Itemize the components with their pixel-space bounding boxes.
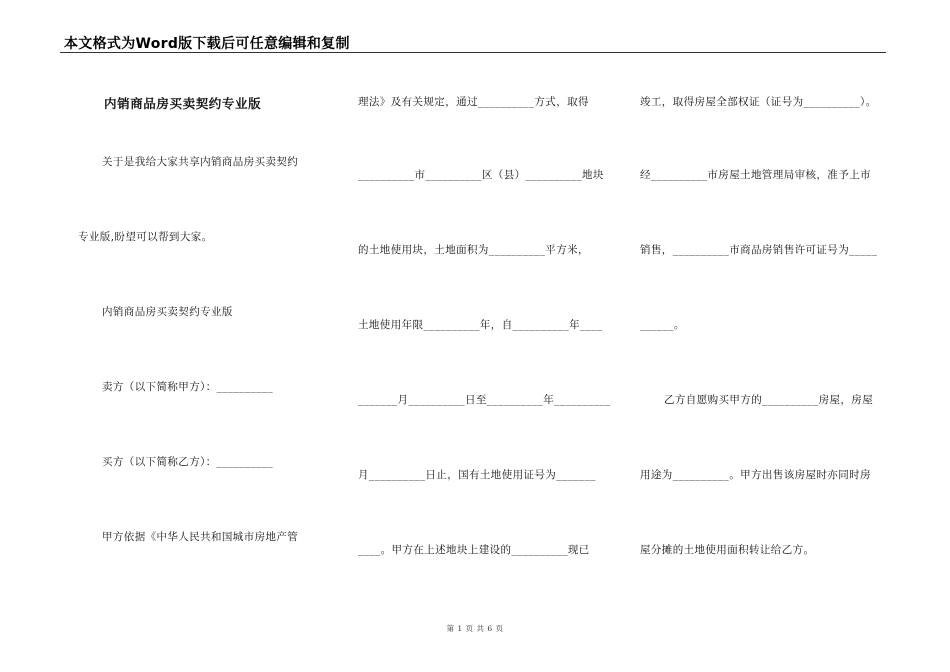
paragraph-line: ______。	[640, 319, 685, 331]
paragraph-line: __________市__________区（县）__________地块	[358, 169, 604, 181]
paragraph-line: 乙方自愿购买甲方的__________房屋，房屋	[664, 394, 874, 406]
paragraph-line: 用途为__________。甲方出售该房屋时亦同时房	[640, 469, 871, 481]
paragraph-line: 经__________市房屋土地管理局审核，准予上市	[640, 169, 871, 181]
paragraph-line: 内销商品房买卖契约专业版	[102, 306, 233, 318]
paragraph-line: 月__________日止，国有土地使用证号为_______	[358, 469, 596, 481]
page-number: 第 1 页 共 6 页	[446, 624, 504, 633]
buyer-line: 买方（以下简称乙方）：__________	[102, 456, 274, 468]
paragraph-line: 竣工，取得房屋全部权证（证号为__________）。	[640, 96, 877, 108]
paragraph-line: _______月__________日至__________年__________	[358, 394, 611, 406]
paragraph-line: 屋分摊的土地使用面积转让给乙方。	[640, 544, 815, 556]
seller-line: 卖方（以下简称甲方）：__________	[102, 381, 274, 393]
paragraph-line: 甲方依据《中华人民共和国城市房地产管	[102, 531, 299, 543]
paragraph-line: 销售，__________市商品房销售许可证号为_____	[640, 244, 878, 256]
paragraph-line: 土地使用年限__________年，自__________年____	[358, 319, 603, 331]
paragraph-line: 专业版,盼望可以帮到大家。	[78, 231, 213, 243]
header-title: 本文格式为Word版下载后可任意编辑和复制	[64, 36, 350, 52]
paragraph-line: 关于是我给大家共享内销商品房买卖契约	[102, 156, 299, 168]
paragraph-line: ____。甲方在上述地块上建设的__________现已	[358, 544, 590, 556]
header-divider	[60, 52, 886, 53]
paragraph-line: 的土地使用块，土地面积为__________平方米，	[358, 244, 589, 256]
paragraph-line: 理法》及有关规定，通过__________方式，取得	[358, 96, 589, 108]
document-title: 内销商品房买卖契约专业版	[104, 96, 262, 111]
